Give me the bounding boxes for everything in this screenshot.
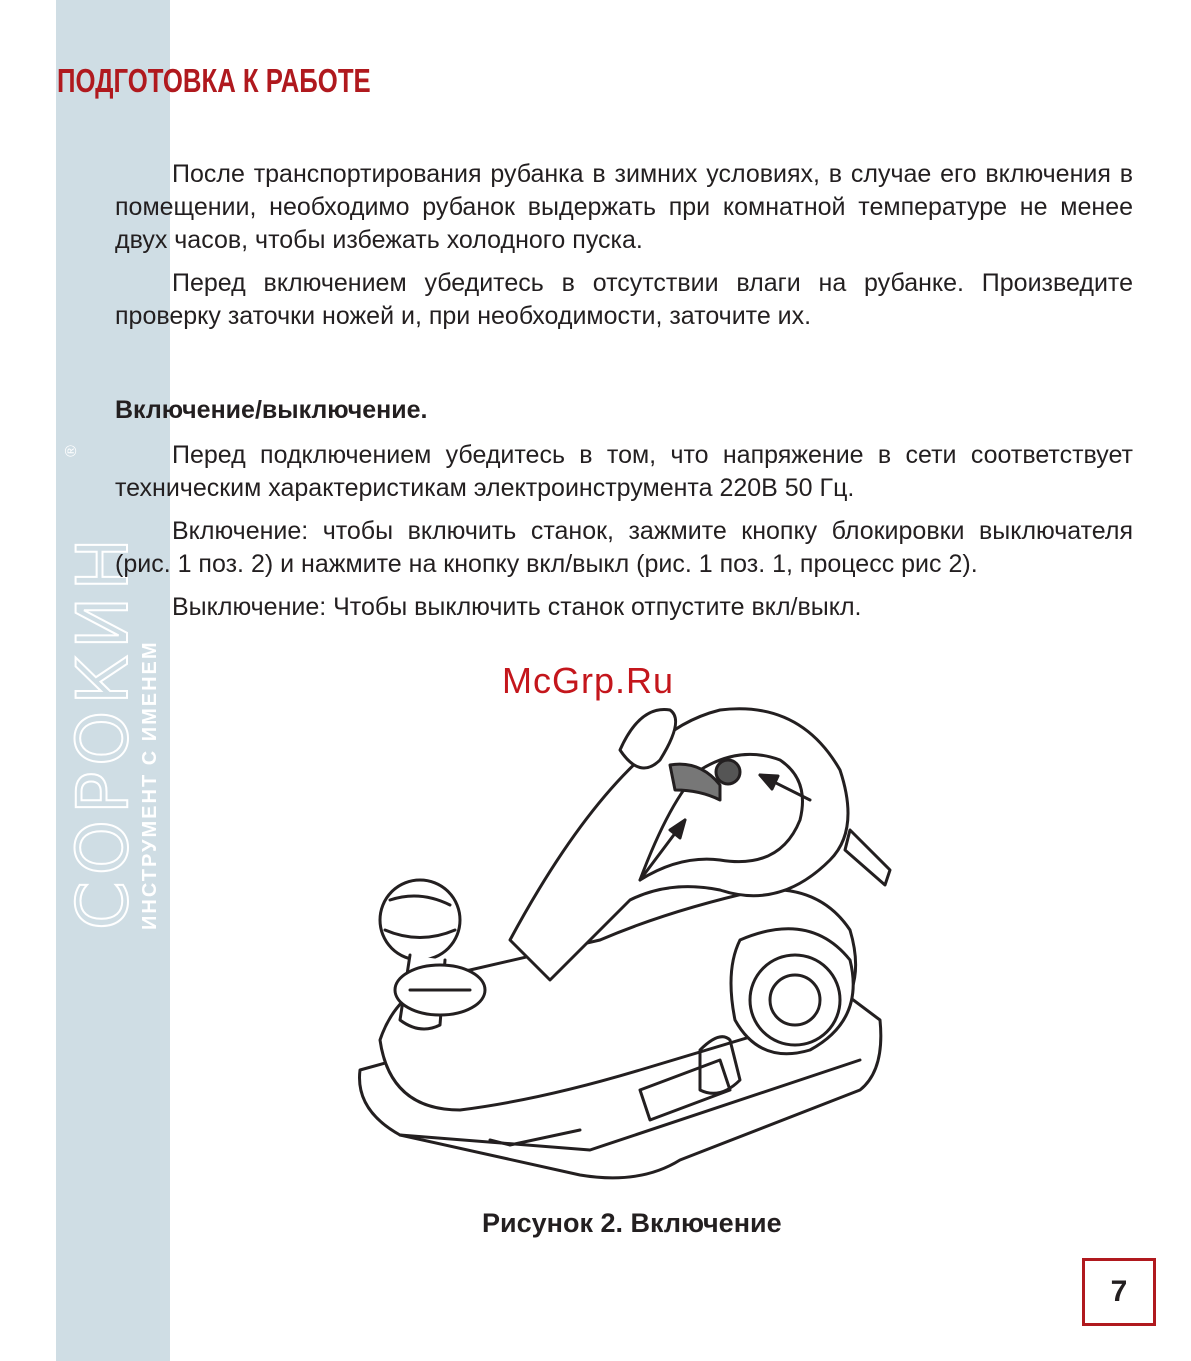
brand-name: СОРОКИН [62, 532, 144, 930]
registered-mark: ® [62, 445, 80, 457]
section-title: ПОДГОТОВКА К РАБОТЕ [57, 62, 371, 99]
paragraph: Перед включением убедитесь в отсутствии влаги на рубанке. Произведите проверку заточки ножей и, при необходимости, заточите их. [115, 269, 1133, 330]
planer-illustration [340, 690, 900, 1190]
subsection-title: Включение/выключение. [115, 396, 428, 424]
intro-text [115, 158, 1133, 343]
paragraph: Включение: чтобы включить станок, зажмите кнопку блокировки выключателя (рис. 1 поз. 2) и нажмите на кнопку вкл/выкл (рис. 1 поз. 1, процесс рис 2). [115, 517, 1133, 578]
figure-caption: Рисунок 2. Включение [482, 1208, 782, 1238]
brand-tagline: ИНСТРУМЕНТ С ИМЕНЕМ [139, 640, 161, 930]
paragraph: Выключение: Чтобы выключить станок отпустите вкл/выкл. [172, 593, 862, 621]
switch-instructions [115, 439, 1133, 634]
watermark: McGrp.Ru [502, 660, 675, 701]
paragraph: После транспортирования рубанка в зимних условиях, в случае его включения в помещении, необходимо рубанок выдержать при комнатной температуре не менее двух часов, чтобы избежать холодного пуска. [115, 160, 1133, 254]
page-number: 7 [1082, 1258, 1156, 1326]
paragraph: Перед подключением убедитесь в том, что напряжение в сети соответствует техническим характеристикам электроинструмента 220В 50 Гц. [115, 441, 1133, 502]
